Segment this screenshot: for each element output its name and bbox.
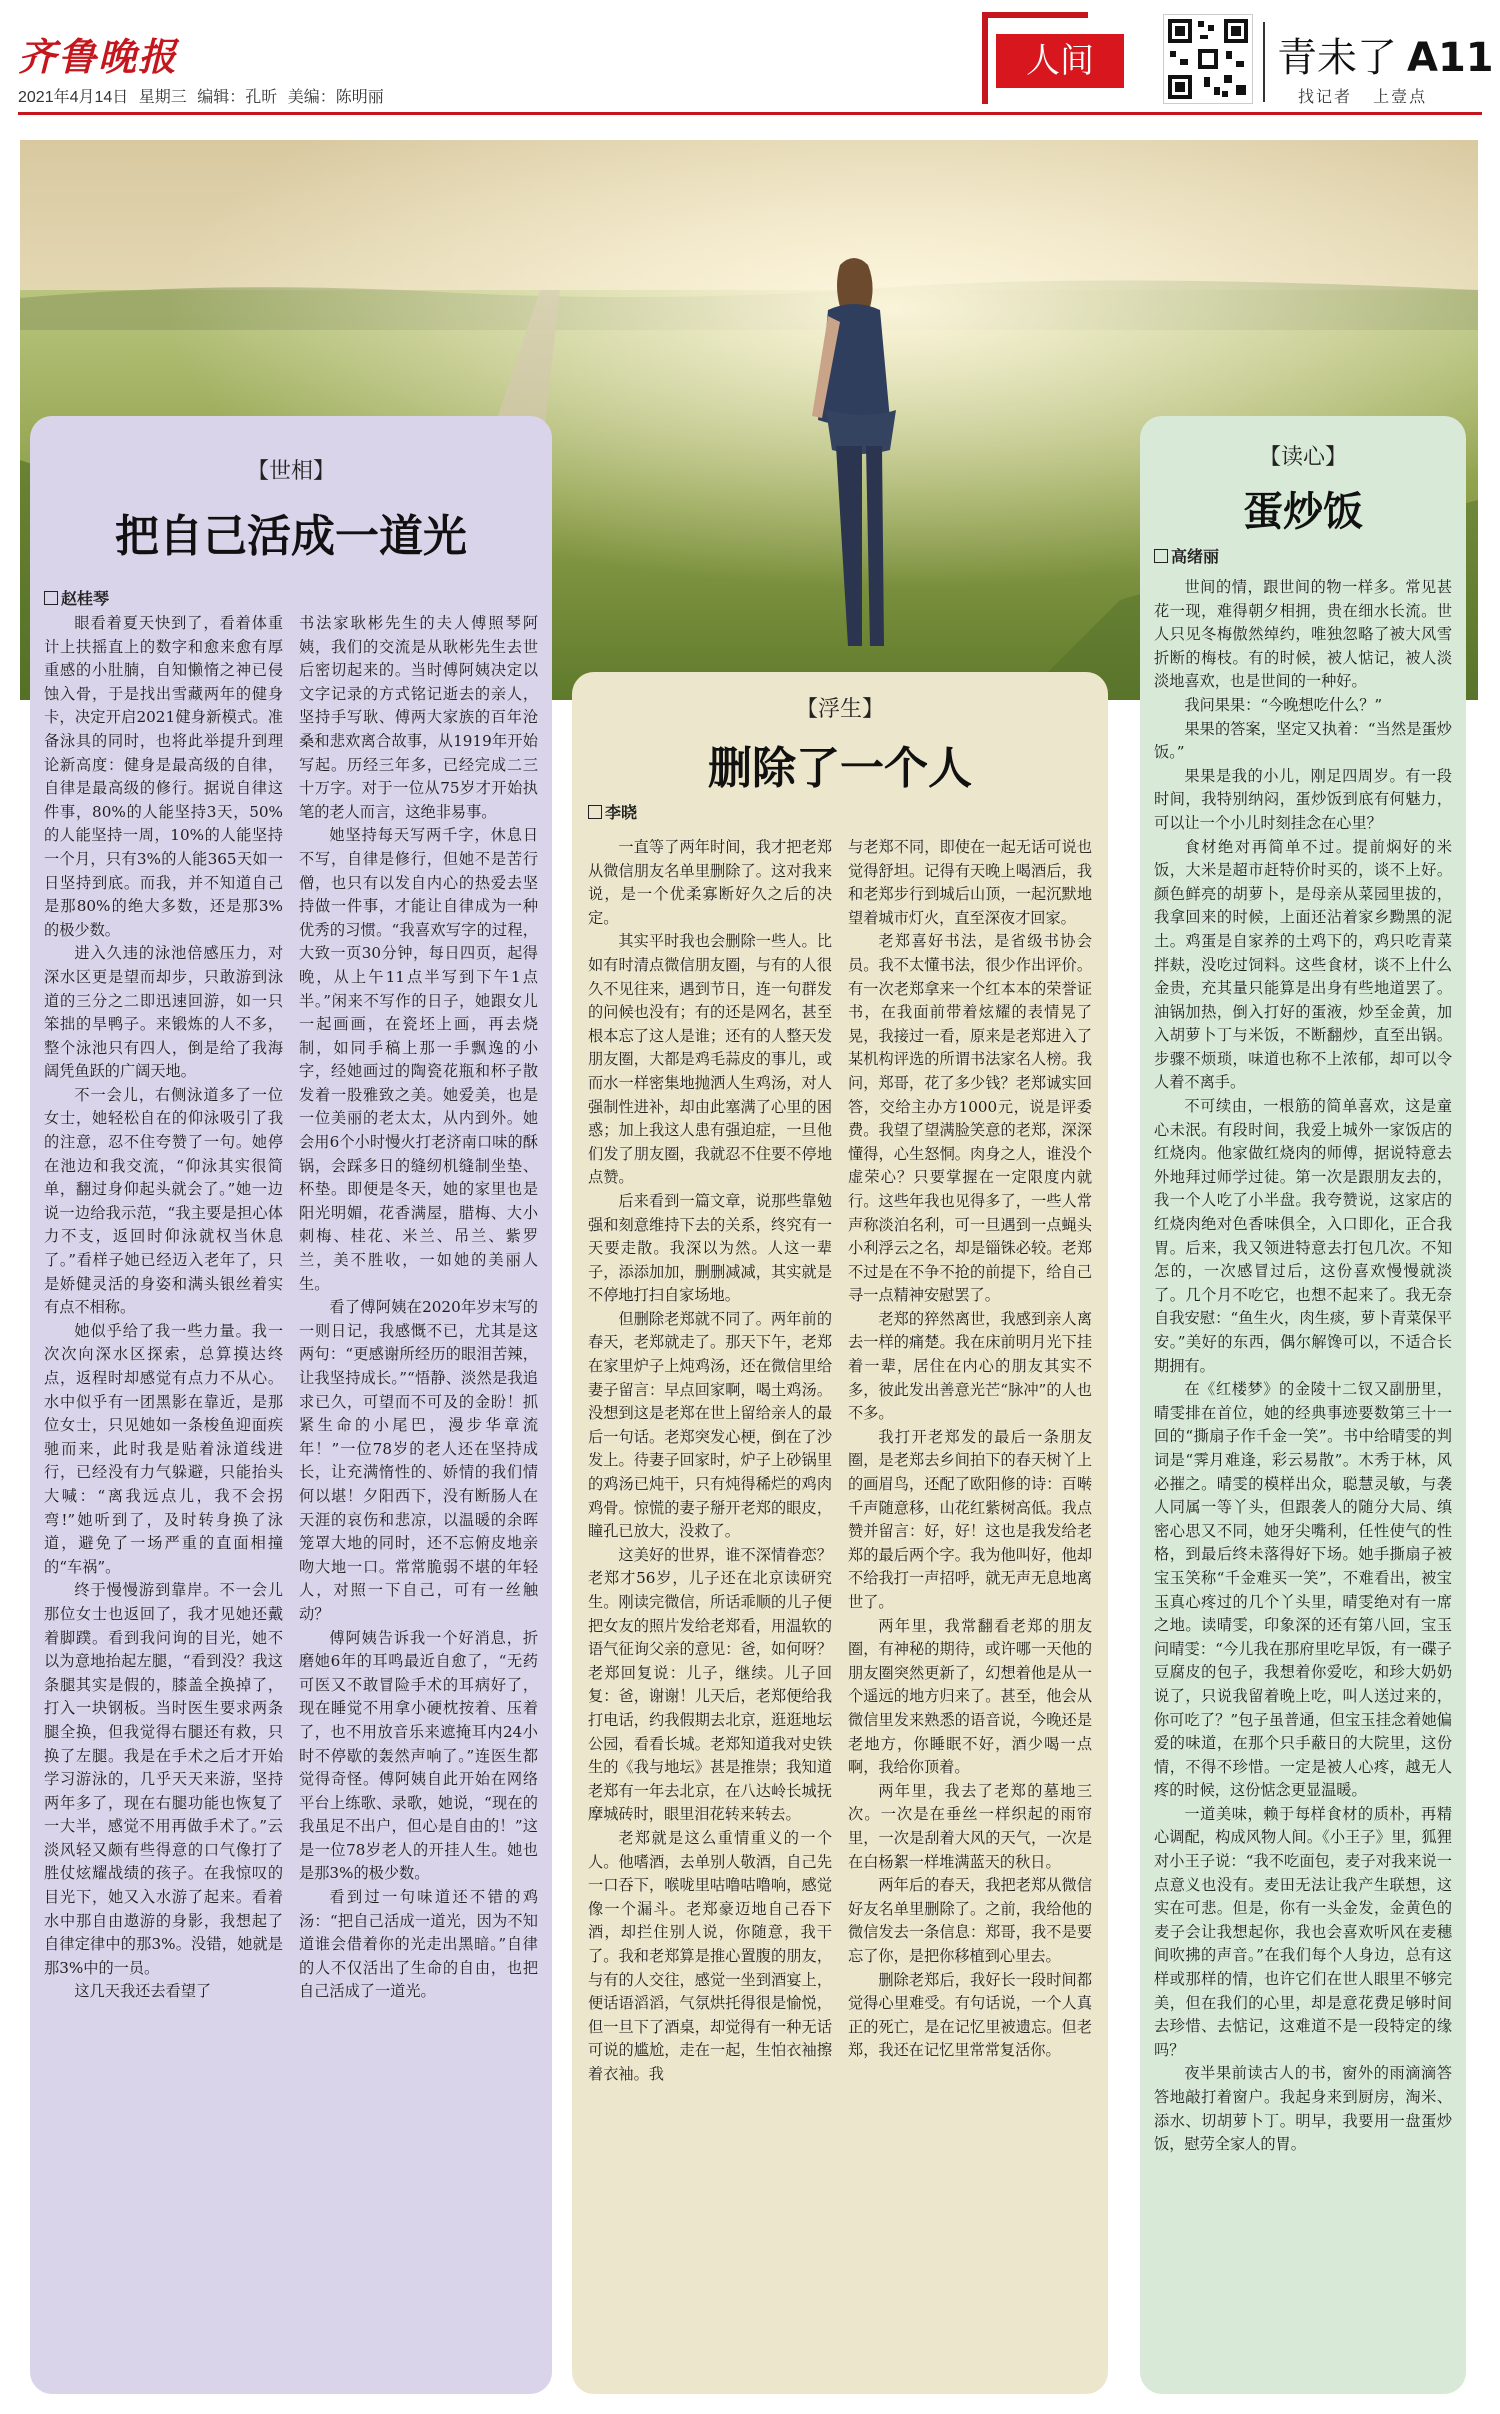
paragraph: 不一会儿，右侧泳道多了一位女士，她轻松自在的仰泳吸引了我的注意，忍不住夸赞了一句。她停在池边和我交流，“仰泳其实很简单，翻过身仰起头就会了。”她一边说一边给我示范，“我主要是担心体力不支，返回时仰泳就权当休息了。”看样子她已经迈入老年了，只是娇健灵活的身姿和满头银丝着实有点不相称。: [44, 1085, 283, 1317]
article-middle-author: 李晓: [588, 800, 637, 823]
paragraph: 两年后的春天，我把老郑从微信好友名单里删除了。之前，我给他的微信发去一条信息：郑哥，我不是要忘了你，是把你移植到心里去。: [848, 1876, 1092, 1965]
paragraph: 一道美味，赖于每样食材的质朴，再精心调配，构成风物人间。《小王子》里，狐狸对小王子说：“我不吃面包，麦子对我来说一点意义也没有。麦田无法让我产生联想，这实在可悲。但是，你有一头金发，金黄色的麦子会让我想起你，我也会喜欢听风在麦穗间吹拂的声音。”在我们每个人身边，总有这样或那样的情，也许它们在世人眼里不够完美，但在我们的心里，却是意花费足够时间去珍惜、去惦记，这难道不是一段特定的缘吗？: [1154, 1804, 1452, 2059]
paragraph: 这几天我还去看望了: [74, 1982, 212, 2001]
article-left-title: 把自己活成一道光: [115, 511, 467, 562]
article-right-body: [1154, 576, 1452, 2380]
article-left-author: 赵桂琴: [44, 586, 109, 609]
article-middle-tag: 【浮生】: [795, 697, 884, 722]
paragraph: 世间的情，跟世间的物一样多。常见甚花一现，难得朝夕相拥，贵在细水长流。世人只见冬梅傲然绰约，唯独忽略了被大风雪折断的梅枝。有的时候，被人惦记，被人淡淡地喜欢，也是世间的一种好。: [1154, 578, 1452, 691]
paragraph: 她似乎给了我一些力量。我一次次向深水区探索，总算摸达终点，返程时却感觉有点力不从心。水中似乎有一团黑影在靠近，是那位女士，只见她如一条梭鱼迎面疾驰而来，此时我是贴着泳道线进行，已经没有力气躲避，只能抬头大喊：“离我远点儿，我不会拐弯!”她听到了，及时转身换了泳道，避免了一场严重的直面相撞的“车祸”。: [44, 1321, 283, 1576]
paragraph: 书法家耿彬先生的夫人傅照琴阿姨，我们的交流是从耿彬先生去世后密切起来的。当时傅阿姨决定以文字记录的方式铭记逝去的亲人，坚持手写耿、傅两大家族的百年沧桑和悲欢离合故事，从1919年开始写起。历经三年多，已经完成二三十万字。对于一位从75岁才开始执笔的老人而言，这绝非易事。: [299, 614, 538, 821]
article-left-column-1: [44, 612, 283, 2376]
paragraph: 眼看着夏天快到了，看着体重计上扶摇直上的数字和愈来愈有厚重感的小肚腩，自知懒惰之神已侵蚀入骨，于是找出雪藏两年的健身卡，决定开启2021健身新模式。准备泳具的同时，也将此举提升到理论新高度：健身是最高级的自律，自律是最高级的修行。据说自律这件事，80%的人能坚持3天，50%的人能坚持一周，10%的人能坚持一个月，只有3%的人能365天如一日坚持到底。而我，并不知道自己是那80%的绝大多数，还是那3%的极少数。: [44, 614, 283, 939]
paragraph: 夜半果前读古人的书，窗外的雨滴滴答答地敲打着窗户。我起身来到厨房，淘米、添水、切胡萝卜丁。明早，我要用一盘蛋炒饭，慰劳全家人的胃。: [1154, 2064, 1452, 2154]
page-number: A11: [1407, 35, 1494, 81]
header-divider: [1263, 22, 1265, 102]
paragraph: 老郑就是这么重情重义的一个人。他嗜酒，去单别人敬酒，自己先一口吞下，喉咙里咕噜咕噜响，感觉像一个漏斗。老郑豪迈地自己吞下酒，却拦住别人说，你随意，我干了。我和老郑算是推心置腹的朋友，与有的人交往，感觉一坐到酒宴上，便话语滔滔，气氛烘托得很是愉悦，但一旦下了酒桌，却觉得有一种无话可说的尴尬，走在一起，生怕衣袖擦着衣袖。我: [588, 1828, 832, 2083]
paragraph: 后来看到一篇文章，说那些靠勉强和刻意维持下去的关系，终究有一天要走散。我深以为然。人这一辈子，添添加加，删删减减，其实就是不停地打扫自家场地。: [588, 1191, 832, 1305]
article-left-tag: 【世相】: [246, 459, 335, 484]
paragraph: 老郑的猝然离世，我感到亲人离去一样的痛楚。我在床前明月光下挂着一辈，居住在内心的朋友其实不多，彼此发出善意光芒“脉冲”的人也不多。: [848, 1309, 1092, 1423]
paragraph: 终于慢慢游到靠岸。不一会儿那位女士也返回了，我才见她还戴着脚蹼。看到我问询的目光，她不以为意地抬起左腿，“看到没？我这条腿其实是假的，膝盖全换掉了，打入一块钢板。当时医生要求两条腿全换，但我觉得右腿还有救，只换了左腿。我是在手术之后才开始学习游泳的，几乎天天来游，坚持两年多了，现在右腿功能也恢复了一大半，感觉不用再做手术了。”云淡风轻又颇有些得意的口气像打了胜仗炫耀战绩的孩子。在我惊叹的目光下，她又入水游了起来。看着水中那自由遨游的身影，我想起了自律定律中的那3%。没错，她就是那3%中的一员。: [44, 1581, 283, 1977]
paragraph: 与老郑不同，即使在一起无话可说也觉得舒坦。记得有天晚上喝酒后，我和老郑步行到城后山顶，一起沉默地望着城市灯火，直至深夜才回家。: [848, 838, 1092, 927]
paragraph: 她坚持每天写两千字，休息日不写，自律是修行，但她不是苦行僧，也只有以发自内心的热爱去坚持做一件事，才能让自律成为一种优秀的习惯。“我喜欢写字的过程，大致一页30分钟，每日四页，起得晚，从上午11点半写到下午1点半。”闲来不写作的日子，她跟女儿一起画画，在瓷坯上画，再去烧制，如同手稿上那一手飘逸的小字，经她画过的陶瓷花瓶和杯子散发着一股雅致之美。她爱美，也是一位美丽的老太太，从内到外。她会用6个小时慢火打老济南口味的酥锅，会踩多日的缝纫机缝制坐垫、杯垫。即便是冬天，她的家里也是阳光明媚，花香满屋，腊梅、大小刺梅、桂花、米兰、吊兰、紫罗兰，美不胜收，一如她的美丽人生。: [299, 826, 538, 1293]
reporter-line: 找记者 上壹点: [1298, 87, 1428, 106]
paragraph: 其实平时我也会删除一些人。比如有时清点微信朋友圈，与有的人很久不见往来，遇到节日，连一句群发的问候也没有；有的还是网名，甚至根本忘了这人是谁；还有的人整天发朋友圈，大都是鸡毛蒜皮的事儿，或而水一样密集地抛洒人生鸡汤，对人强制性进补，却由此塞满了心里的困惑；加上我这人患有强迫症，一旦他们发了朋友圈，我就忍不住要不停地点赞。: [588, 932, 832, 1187]
qr-code-icon: [1163, 14, 1253, 104]
paragraph: 进入久违的泳池倍感压力，对深水区更是望而却步，只敢游到泳道的三分之二即迅速回游，如一只笨拙的旱鸭子。来锻炼的人不多，整个泳池只有四人，倒是给了我海阔凭鱼跃的广阔天地。: [44, 944, 283, 1081]
article-card-middle: [572, 672, 1108, 2394]
issue-weekday: 星期三: [138, 89, 187, 106]
paragraph: 一直等了两年时间，我才把老郑从微信朋友名单里删除了。这对我来说，是一个优柔寡断好久之后的决定。: [588, 838, 832, 927]
paragraph: 果果是我的小儿，刚足四周岁。有一段时间，我特别纳闷，蛋炒饭到底有何魅力，可以让一个小儿时刻挂念在心里？: [1154, 766, 1452, 832]
paragraph: 但删除老郑就不同了。两年前的春天，老郑就走了。那天下午，老郑在家里炉子上炖鸡汤，还在微信里给妻子留言：早点回家啊，喝土鸡汤。没想到这是老郑在世上留给亲人的最后一句话。老郑突发心梗，倒在了沙发上。待妻子回家时，炉子上砂锅里的鸡汤已炖干，只有炖得稀烂的鸡肉鸡骨。惊慌的妻子掰开老郑的眼皮，瞳孔已放大，没救了。: [588, 1309, 832, 1541]
paragraph: 老郑喜好书法，是省级书协会员。我不太懂书法，很少作出评价。有一次老郑拿来一个红本本的荣誉证书，在我面前带着炫耀的表情晃了晃，我接过一看，原来是老郑进入了某机构评选的所谓书法家名人榜。我问，郑哥，花了多少钱？老郑诚实回答，交给主办方1000元，说是评委费。我望了望满脸笑意的老郑，深深懂得，心生怒恫。肉身之人，谁没个虚荣心？只要掌握在一定限度内就行。这些年我也见得多了，一些人常声称淡泊名利，可一旦遇到一点蝇头小利浮云之名，却是锱铢必较。老郑不过是在不争不抢的前提下，给自己寻一点精神安慰罢了。: [848, 932, 1092, 1305]
paragraph: 看了傅阿姨在2020年岁末写的一则日记，我感慨不已，尤其是这两句：“更感谢所经历的眼泪苦辣，让我坚持成长。”“悟静、淡然是我追求已久，可望而不可及的金盼！抓紧生命的小尾巴，漫步华章流年！”一位78岁的老人还在坚持成长，让充满惰性的、娇情的我们情何以堪！夕阳西下，没有断肠人在天涯的哀伤和悲凉，以温暖的余晖笼罩大地的同时，还不忘俯皮地亲吻大地一口。常常脆弱不堪的年轻人，对照一下自己，可有一丝触动？: [299, 1298, 538, 1623]
article-left-column-2: [299, 612, 538, 2376]
article-left-body: [44, 612, 538, 2376]
paragraph: 这美好的世界，谁不深情眷恋？老郑才56岁，儿子还在北京读研究生。刚读完微信，所话乖顺的儿子便把女友的照片发给老郑看，用温软的语气征询父亲的意见：爸，如何呀？老郑回复说：儿子，继续。儿子回复：爸，谢谢！儿天后，老郑便给我打电话，约我假期去北京，逛逛地坛公园，看看长城。老郑知道我对史铁生的《我与地坛》甚是推崇；我知道老郑有一年去北京，在八达岭长城抚摩城砖时，眼里泪花转来转去。: [588, 1545, 832, 1824]
designer-name: 美编：陈明丽: [287, 89, 384, 106]
article-right-tag: 【读心】: [1258, 445, 1347, 470]
paragraph: 食材绝对再简单不过。提前焖好的米饭，大米是超市赶特价时买的，谈不上好。颜色鲜亮的胡萝卜，是母亲从菜园里拔的，我拿回来的时候，上面还沾着家乡黝黑的泥土。鸡蛋是自家养的土鸡下的，鸡只吃青菜拌麸，没吃过饲料。这些食材，谈不上什么金贵，充其量只能算是出身有些地道罢了。油锅加热，倒入打好的蛋液，炒至金黄，加入胡萝卜丁与米饭，不断翻炒，直至出锅。步骤不烦琐，味道也称不上浓郁，却可以令人着不离手。: [1154, 837, 1452, 1092]
paragraph: 不可续由，一根筋的简单喜欢，这是童心未泯。有段时间，我爱上城外一家饭店的红烧肉。他家做红烧肉的师傅，据说特意去外地拜过师学过徒。第一次是跟朋友去的，我一个人吃了小半盘。我夸赞说，这家店的红烧肉绝对色香味俱全，入口即化，正合我胃。后来，我又领进特意去打包几次。不知怎的，一次感冒过后，这份喜欢慢慢就淡了。几个月不吃它，也想不起来了。我无奈自我安慰：“鱼生火，肉生痰，萝卜青菜保平安。”美好的东西，偶尔解馋可以，不适合长期拥有。: [1154, 1097, 1452, 1375]
header-rule: [18, 112, 1482, 115]
issue-meta: [18, 84, 384, 107]
page-title: [1277, 26, 1494, 83]
paragraph: 果果的答案，坚定又执着：“当然是蛋炒饭。”: [1154, 719, 1452, 762]
column-name: 青未了: [1277, 35, 1397, 81]
editor-name: 编辑：孔昕: [197, 89, 278, 106]
article-middle-column-1: [588, 836, 832, 2376]
paragraph: 傅阿姨告诉我一个好消息，折磨她6年的耳鸣最近自愈了，“无药可医又不敢冒险手术的耳病好了，现在睡觉不用拿小硬枕按着、压着了，也不用放音乐来遮掩耳内24小时不停歇的轰然声响了。”连医生都觉得奇怪。傅阿姨自此开始在网络平台上练歌、录歌，她说，“现在的我虽足不出户，但心是自由的！”这是一位78岁老人的开挂人生。她也是那3%的极少数。: [299, 1628, 538, 1883]
paragraph: 两年里，我常翻看老郑的朋友圈，有神秘的期待，或许哪一天他的朋友圈突然更新了，幻想着他是从一个遥远的地方归来了。甚至，他会从微信里发来熟悉的语音说，今晚还是老地方，你睡眠不好，酒少喝一点啊，我给你顶着。: [848, 1616, 1092, 1777]
paragraph: 我问果果：“今晚想吃什么？”: [1184, 695, 1383, 714]
paragraph: 看到过一句味道还不错的鸡汤：“把自己活成一道光，因为不知道谁会借着你的光走出黑暗。”自律的人不仅活出了生命的自由，也把自己活成了一道光。: [299, 1888, 538, 2001]
article-middle-column-2: [848, 836, 1092, 2376]
masthead-logo: 齐鲁晚报: [18, 34, 179, 79]
paragraph: 我打开老郑发的最后一条朋友圈，是老郑去乡间拍下的春天树丫上的画眉鸟，还配了欧阳修的诗：百啭千声随意移，山花红紫树高低。我点赞并留言：好，好！这也是我发给老郑的最后两个字。我为他叫好，他却不给我打一声招呼，就无声无息地离世了。: [848, 1427, 1092, 1611]
paragraph: 在《红楼梦》的金陵十二钗又副册里，晴雯排在首位，她的经典事迹要数第三十一回的“撕扇子作千金一笑”。书中给晴雯的判词是“霁月难逢，彩云易散”。木秀于林，风必摧之。晴雯的模样出众，聪慧灵敏，与袭人同属一等丫头，但跟袭人的随分大局、缜密心思又不同，她牙尖嘴利，任性使气的性格，到最后终未落得好下场。她手撕扇子被宝玉笑称“千金难买一笑”，不难看出，被宝玉真心疼过的几个丫头里，晴雯绝对有一席之地。读晴雯，印象深的还有第八回，宝玉问晴雯：“今儿我在那府里吃早饭，有一碟子豆腐皮的包子，我想着你爱吃，和珍大奶奶说了，只说我留着晚上吃，叫人送过来的，你可吃了？”包子虽普通，但宝玉挂念着她偏爱的味道，在那个只手蔽日的大院里，这份情，不得不珍惜。一定是被人心疼，越无人疼的时候，这份惦念更显温暖。: [1154, 1380, 1452, 1800]
article-middle-title: 删除了一个人: [708, 743, 972, 794]
article-card-right: [1140, 416, 1466, 2394]
paragraph: 两年里，我去了老郑的墓地三次。一次是在垂丝一样织起的雨帘里，一次是刮着大风的天气，一次是在白杨絮一样堆满蓝天的秋日。: [848, 1781, 1092, 1871]
issue-date: 2021年4月14日: [18, 89, 129, 106]
paragraph: 删除老郑后，我好长一段时间都觉得心里难受。有句话说，一个人真正的死亡，是在记忆里被遗忘。但老郑，我还在记忆里常常复活你。: [848, 1970, 1092, 2060]
article-right-title: 蛋炒饭: [1243, 489, 1363, 535]
article-right-author: 高绪丽: [1154, 544, 1219, 567]
article-middle-body: [588, 836, 1092, 2376]
article-card-left: [30, 416, 552, 2394]
section-tag: 人间: [996, 34, 1124, 88]
